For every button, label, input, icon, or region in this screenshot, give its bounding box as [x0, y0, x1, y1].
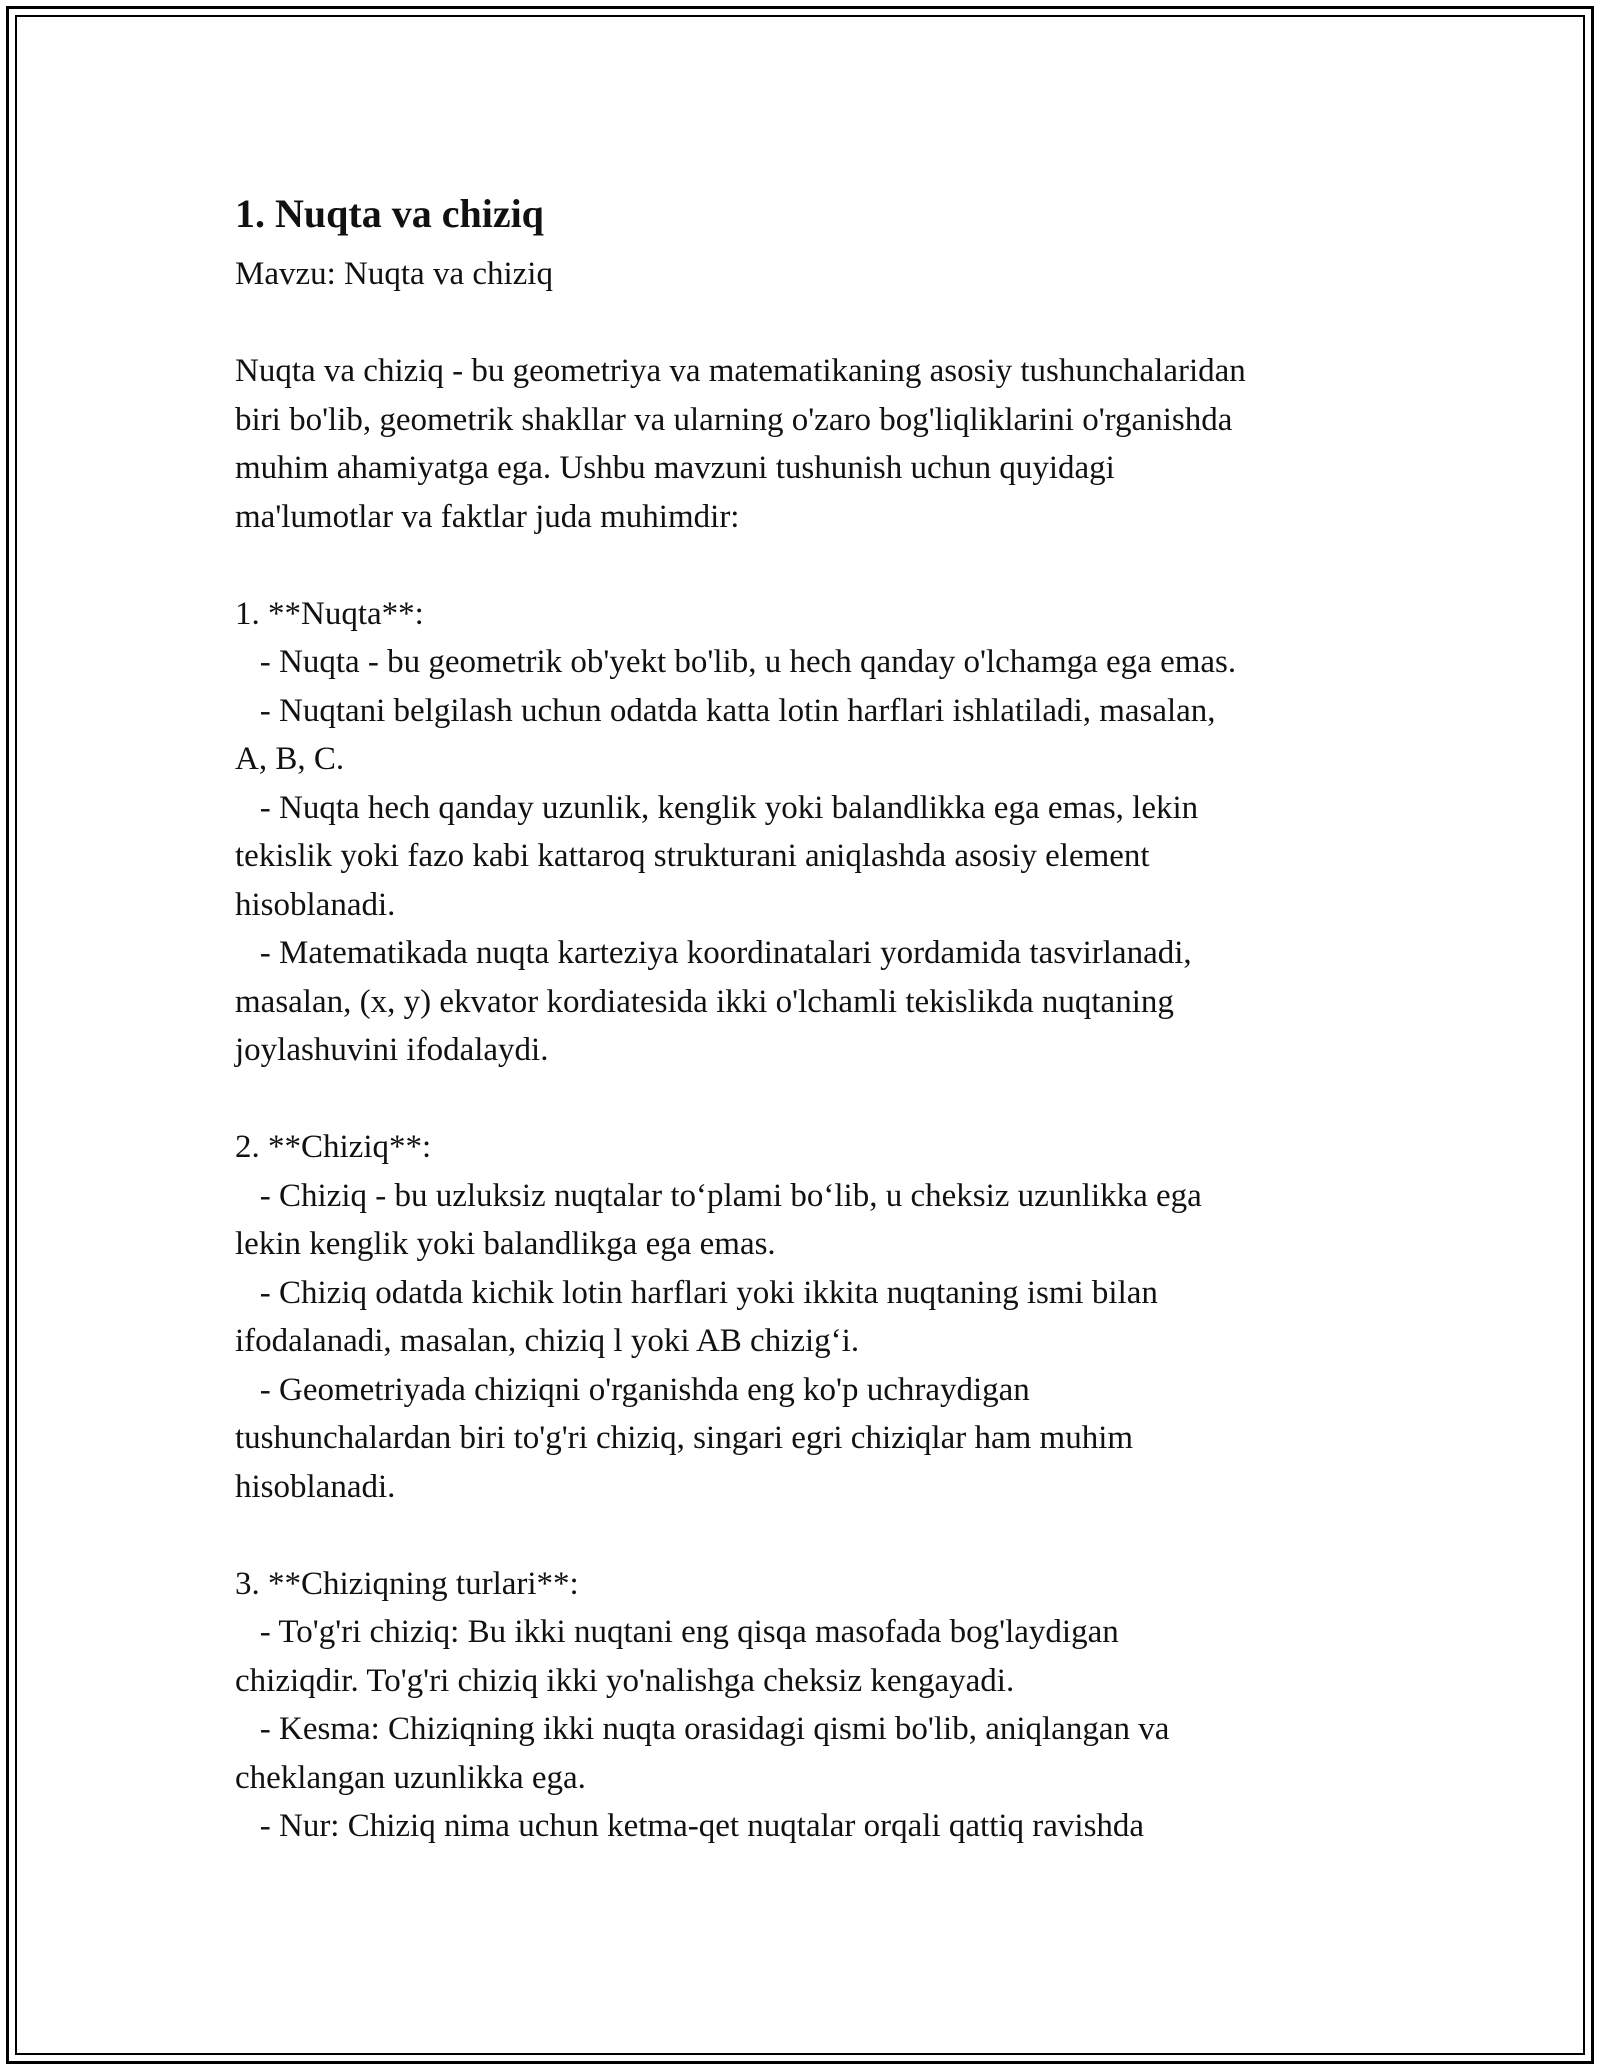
text-line: 2. **Chiziq**:: [235, 1129, 432, 1165]
blank-line: [235, 1075, 1385, 1124]
text-line: biri bo'lib, geometrik shakllar va ularning o'zaro bog'liqliklarini o'rganishda: [235, 401, 1233, 438]
blank-line: [235, 541, 1385, 590]
text-line: A, B, C.: [235, 741, 345, 777]
text-line: - Geometriyada chiziqni o'rganishda eng ko'p uchraydigan: [235, 1371, 1030, 1408]
text-line: chiziqdir. To'g'ri chiziq ikki yo'nalishga cheksiz kengayadi.: [235, 1662, 1015, 1699]
text-line: 3. **Chiziqning turlari**:: [235, 1565, 579, 1602]
blank-line: [235, 1511, 1385, 1560]
text-line: - Nuqta - bu geometrik ob'yekt bo'lib, u hech qanday o'lchamga ega emas.: [235, 644, 1237, 680]
text-line: joylashuvini ifodalaydi.: [235, 1032, 549, 1068]
text-line: - Nuqta hech qanday uzunlik, kenglik yoki balandlikka ega emas, lekin: [235, 789, 1199, 826]
text-line: Mavzu: Nuqta va chiziq: [235, 256, 553, 292]
text-line: lekin kenglik yoki balandlikga ega emas.: [235, 1226, 776, 1262]
text-line: ma'lumotlar va faktlar juda muhimdir:: [235, 498, 740, 535]
text-line: hisoblanadi.: [235, 1468, 396, 1505]
text-line: muhim ahamiyatga ega. Ushbu mavzuni tushunish uchun quyidagi: [235, 450, 1115, 486]
text-line: Nuqta va chiziq - bu geometriya va matematikaning asosiy tushunchalaridan: [235, 353, 1246, 389]
text-line: - Chiziq - bu uzluksiz nuqtalar to‘plami bo‘lib, u cheksiz uzunlikka ega: [235, 1177, 1202, 1214]
text-line: - Chiziq odatda kichik lotin harflari yoki ikkita nuqtaning ismi bilan: [235, 1274, 1158, 1311]
text-line: - Nur: Chiziq nima uchun ketma-qet nuqtalar orqali qattiq ravishda: [235, 1808, 1145, 1844]
text-line: - Kesma: Chiziqning ikki nuqta orasidagi qismi bo'lib, aniqlangan va: [235, 1711, 1170, 1747]
text-line: tekislik yoki fazo kabi kattaroq strukturani aniqlashda asosiy element: [235, 838, 1150, 874]
document-text: [235, 250, 1385, 1851]
text-line: 1. **Nuqta**:: [235, 595, 424, 632]
text-line: ifodalanadi, masalan, chiziq l yoki AB chizig‘i.: [235, 1323, 860, 1359]
text-line: masalan, (x, y) ekvator kordiatesida ikki o'lchamli tekislikda nuqtaning: [235, 983, 1174, 1020]
document-body: [235, 188, 1385, 1851]
text-line: - Matematikada nuqta karteziya koordinatalari yordamida tasvirlanadi,: [235, 935, 1192, 971]
text-line: tushunchalardan biri to'g'ri chiziq, singari egri chiziqlar ham muhim: [235, 1420, 1134, 1456]
text-line: - To'g'ri chiziq: Bu ikki nuqtani eng qisqa masofada bog'laydigan: [235, 1614, 1119, 1650]
document-title: 1. Nuqta va chiziq: [235, 191, 544, 236]
text-line: cheklangan uzunlikka ega.: [235, 1759, 586, 1796]
text-line: - Nuqtani belgilash uchun odatda katta lotin harflari ishlatiladi, masalan,: [235, 692, 1216, 729]
blank-line: [235, 299, 1385, 348]
text-line: hisoblanadi.: [235, 886, 396, 923]
